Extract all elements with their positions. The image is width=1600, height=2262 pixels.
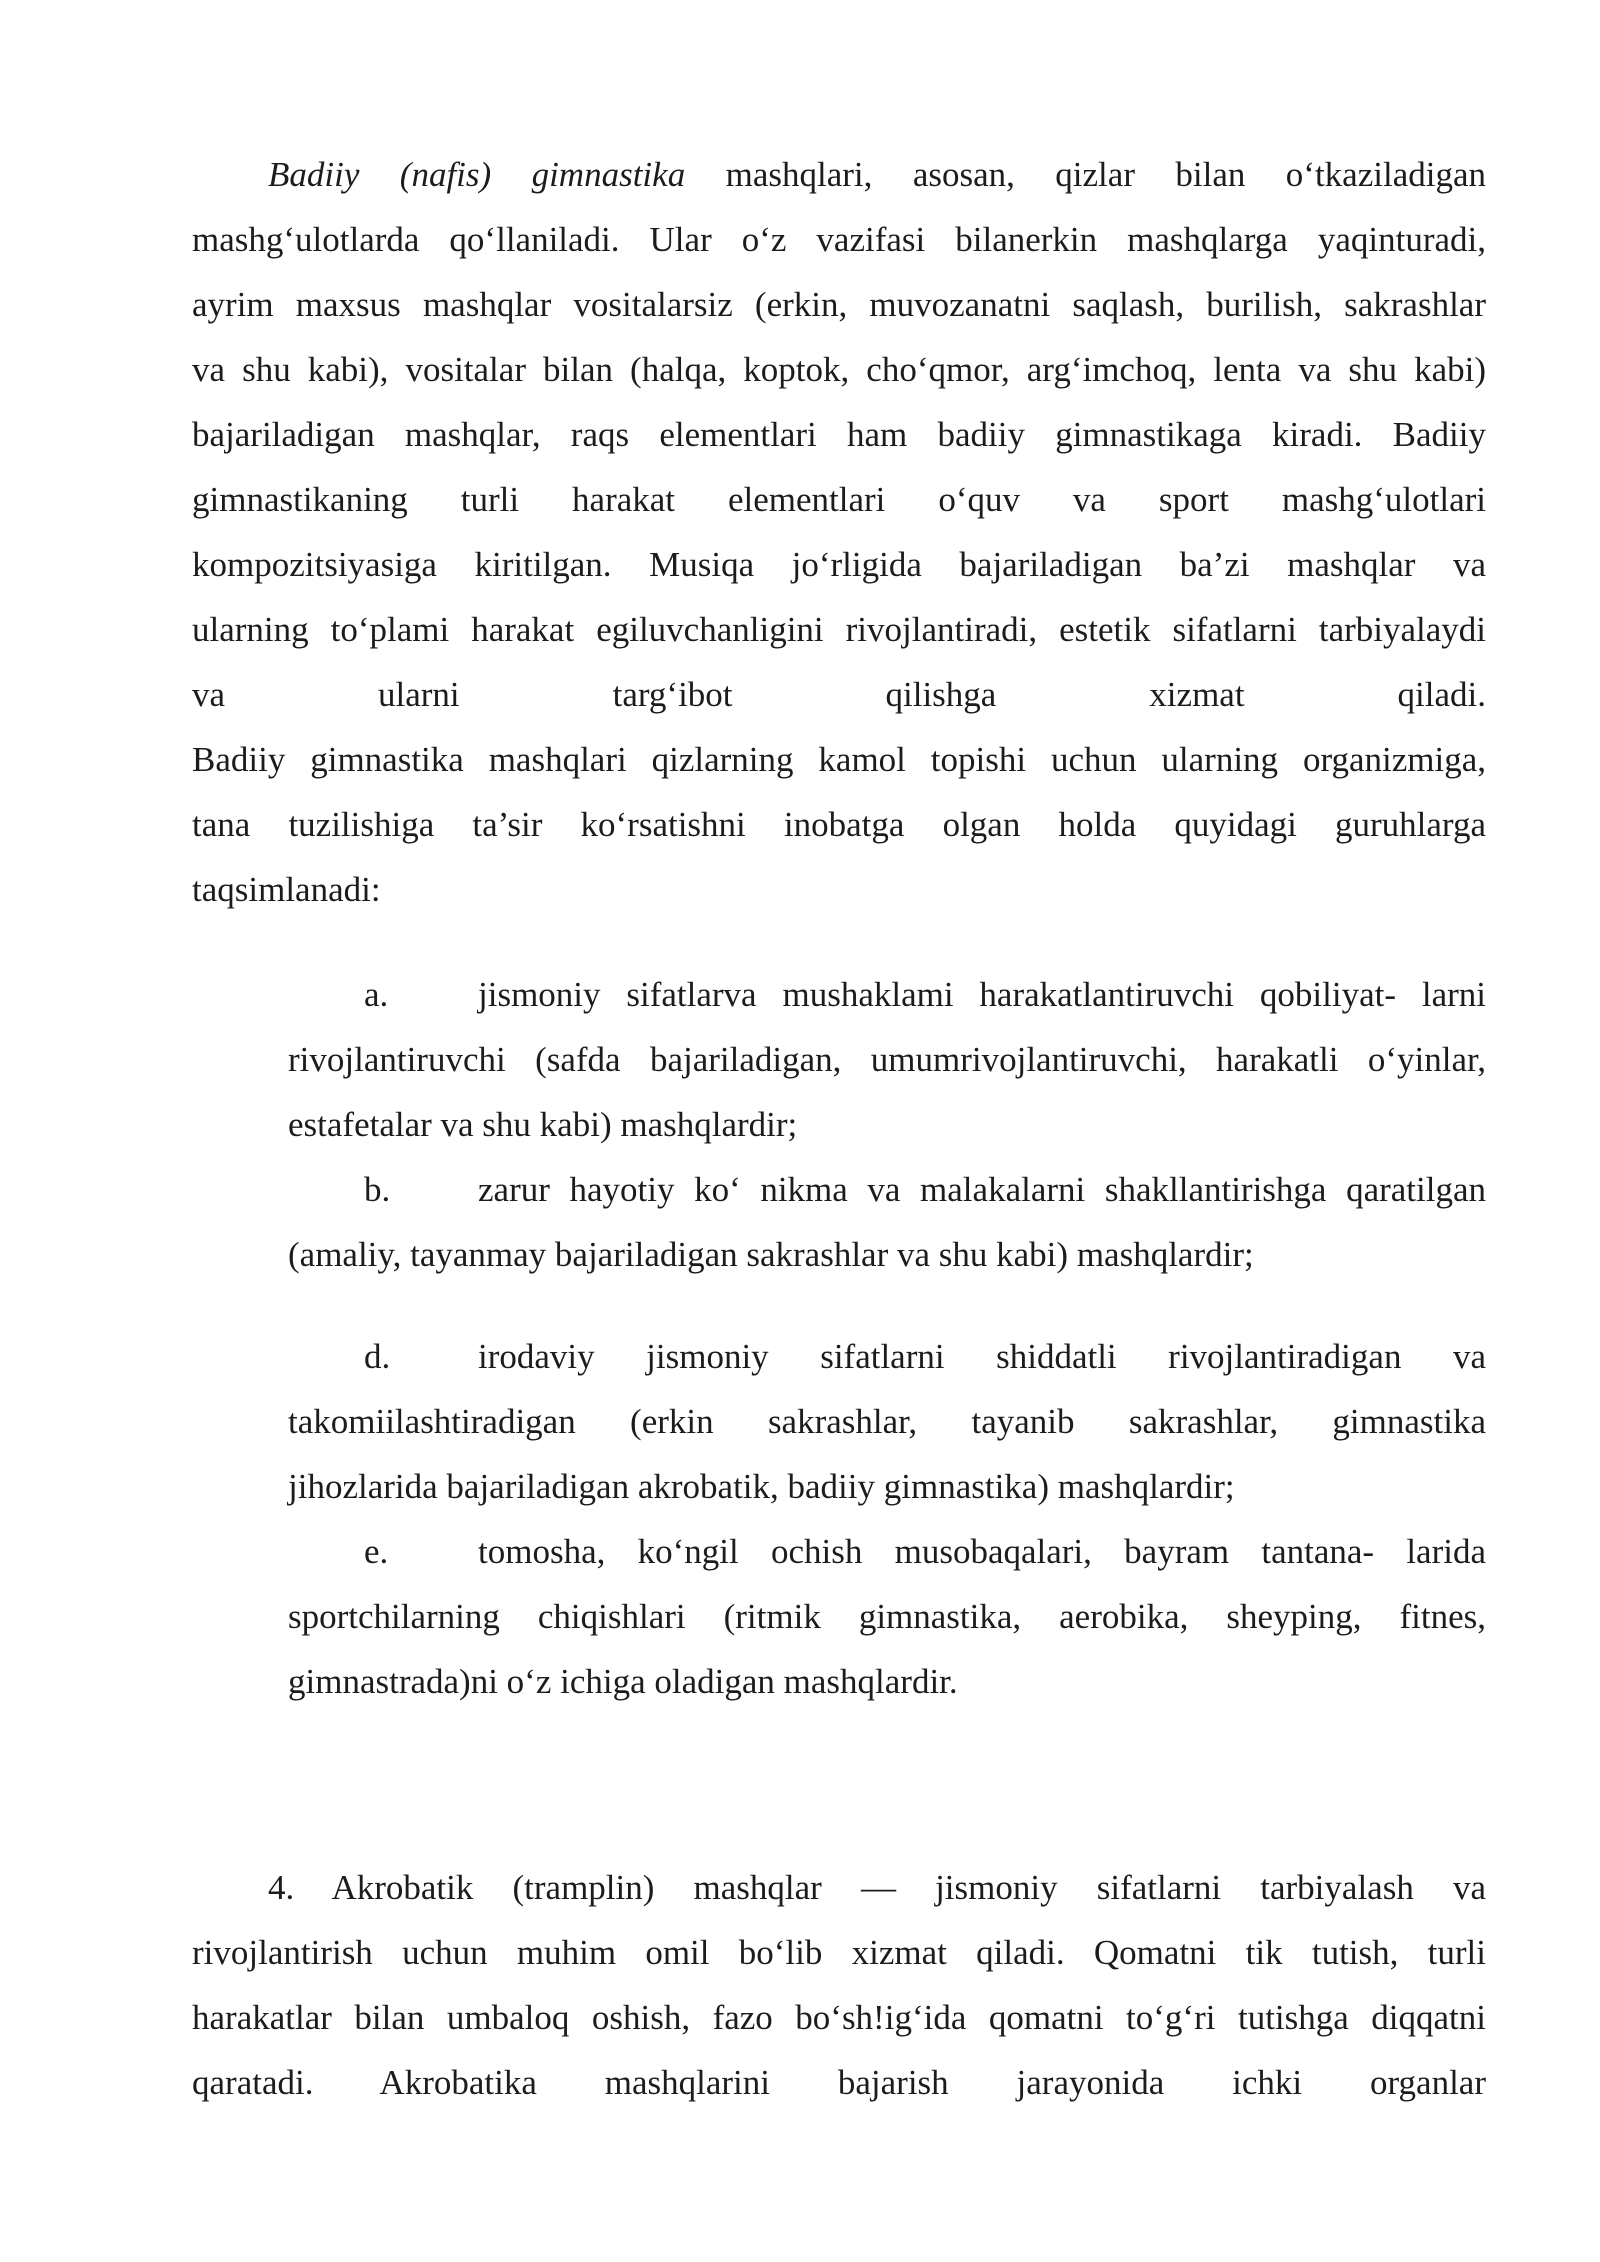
list-item-d [288,1324,1486,1519]
text-line: rivojlantiruvchi (safda bajariladigan, umumrivojlantiruvchi, harakatli o‘yinlar, [288,1040,1486,1079]
text-line: 4. Akrobatik (tramplin) mashqlar — jismoniy sifatlarni tarbiyalash va [268,1868,1486,1907]
list-item-b [288,1157,1486,1287]
text-line: ularning to‘plami harakat egiluvchanligini rivojlantiradi, estetik sifatlarni tarbiyalaydi [192,610,1486,649]
text-line: Badiiy gimnastika mashqlari qizlarning kamol topishi uchun ularning organizmiga, [192,740,1486,779]
text-line: gimnastrada)ni o‘z ichiga oladigan mashqlardir. [288,1662,958,1701]
text-line: a. jismoniy sifatlarva mushaklami harakatlantiruvchi qobiliyat- larni [288,962,1486,1027]
paragraph-badiiy-gimnastika [192,142,1486,922]
list-marker: d. [364,1337,391,1376]
text-line: gimnastikaning turli harakat elementlari o‘quv va sport mashg‘ulotlari [192,480,1486,519]
text-line: Badiiy (nafis) gimnastika mashqlari, asosan, qizlar bilan o‘tkaziladigan [268,155,1486,194]
text-line: takomiilashtiradigan (erkin sakrashlar, tayanib sakrashlar, gimnastika [288,1402,1486,1441]
text-line: bajariladigan mashqlar, raqs elementlari ham badiiy gimnastikaga kiradi. Badiiy [192,415,1486,454]
text-line: tana tuzilishiga ta’sir ko‘rsatishni inobatga olgan holda quyidagi guruhlarga [192,805,1486,844]
text-line: e. tomosha, ko‘ngil ochish musobaqalari, bayram tantana- larida [288,1519,1486,1584]
text-line: (amaliy, tayanmay bajariladigan sakrashlar va shu kabi) mashqlardir; [288,1235,1254,1274]
text-line: va shu kabi), vositalar bilan (halqa, koptok, cho‘qmor, arg‘imchoq, lenta va shu kabi) [192,350,1486,389]
text-line: sportchilarning chiqishlari (ritmik gimnastika, aerobika, sheyping, fitnes, [288,1597,1486,1636]
list-marker: b. [364,1170,391,1209]
text-line: mashg‘ulotlarda qo‘llaniladi. Ular o‘z vazifasi bilanerkin mashqlarga yaqinturadi, [192,220,1486,259]
text-line: va ularni targ‘ibot qilishga xizmat qiladi. [192,675,1486,714]
list-item-a [288,962,1486,1157]
text-line: rivojlantirish uchun muhim omil bo‘lib xizmat qiladi. Qomatni tik tutish, turli [192,1933,1486,1972]
text-line: kompozitsiyasiga kiritilgan. Musiqa jo‘rligida bajariladigan ba’zi mashqlar va [192,545,1486,584]
text-line: ayrim maxsus mashqlar vositalarsiz (erkin, muvozanatni saqlash, burilish, sakrashlar [192,285,1486,324]
text-line: taqsimlanadi: [192,870,381,909]
text-line: harakatlar bilan umbaloq oshish, fazo bo‘sh!ig‘ida qomatni to‘g‘ri tutishga diqqatni [192,1998,1486,2037]
list-marker: e. [364,1532,389,1571]
text-line: b. zarur hayotiy ko‘ nikma va malakalarni shakllantirishga qaratilgan [288,1157,1486,1222]
text-line: d. irodaviy jismoniy sifatlarni shiddatli rivojlantiradigan va [288,1324,1486,1389]
text-line: jihozlarida bajariladigan akrobatik, badiiy gimnastika) mashqlardir; [288,1467,1235,1506]
list-item-e [288,1519,1486,1714]
paragraph-akrobatik [192,1855,1486,2115]
text-line: estafetalar va shu kabi) mashqlardir; [288,1105,798,1144]
italic-term: Badiiy (nafis) gimnastika [268,155,686,194]
text-line: qaratadi. Akrobatika mashqlarini bajarish jarayonida ichki organlar [192,2063,1486,2102]
list-marker: a. [364,975,389,1014]
